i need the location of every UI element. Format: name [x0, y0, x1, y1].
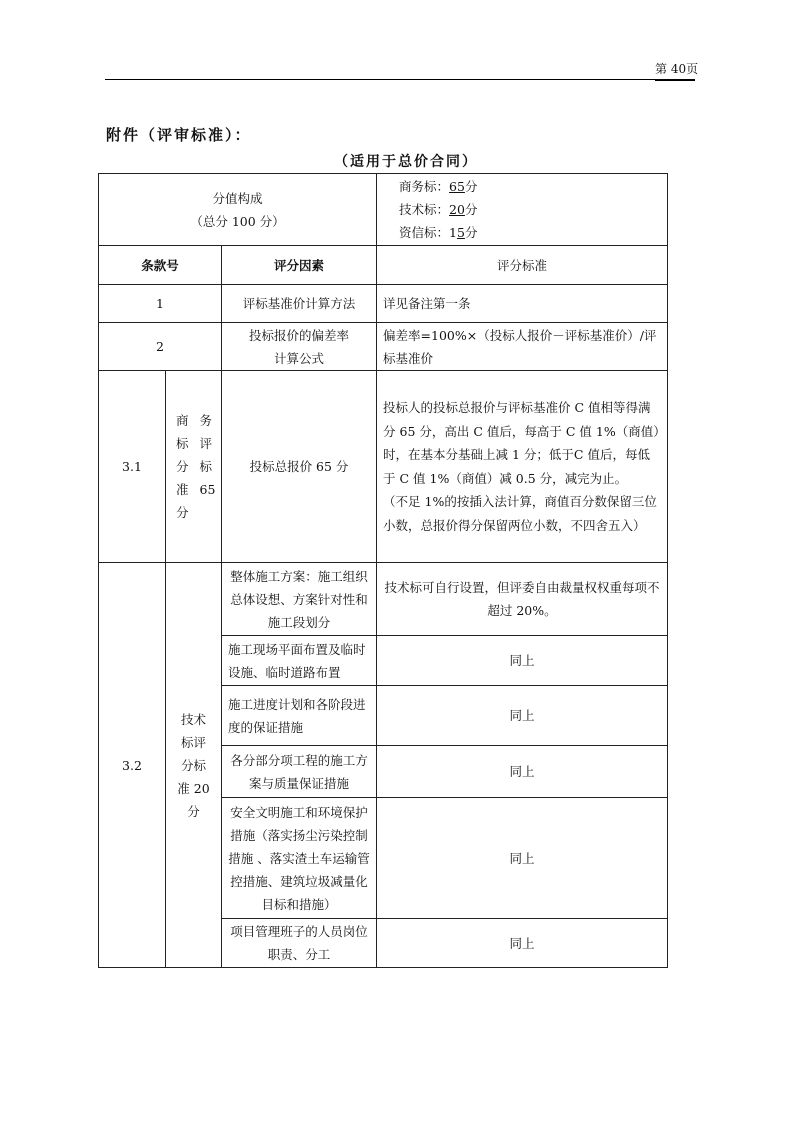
scoring-factor: 投标总报价 65 分	[222, 371, 377, 563]
scoring-factor: 项目管理班子的人员岗位 职责、分工	[222, 919, 377, 968]
scoring-factor: 整体施工方案：施工组织总体设想、方案针对性和施工段划分	[222, 563, 377, 636]
scoring-standard: 投标人的投标总报价与评标基准价 C 值相等得满分 65 分，高出 C 值后，每高于 C 值 1%（商值）时，在基本分基础上减 1 分；低于C 值后，每低于 C 值 1%（商值）减 0.5 分，减完为止。 （不足 1%的按插入法计算，商值百分数保留三位小数，总报价得分保留两位小数，不四舍五入）	[377, 371, 668, 563]
scoring-factor: 安全文明施工和环境保护措施（落实扬尘污染控制措施 、落实渣土车运输管控措施、建筑垃圾减量化目标和措施）	[222, 798, 377, 919]
scoring-standard: 同上	[377, 636, 668, 686]
score-breakdown-cell	[377, 174, 668, 246]
category-label: 技术 标评 分标 准 20 分	[166, 563, 222, 968]
score-composition-cell	[99, 174, 377, 246]
score-composition-row	[99, 174, 668, 246]
column-header-clause: 条款号	[99, 246, 222, 285]
table-row	[99, 285, 668, 323]
clause-number: 1	[99, 285, 222, 323]
table-row	[99, 323, 668, 371]
scoring-factor: 施工现场平面布置及临时设施、临时道路布置	[222, 636, 377, 686]
business-category-grid: 商 务 标 评 分 标 准 65 分	[176, 413, 216, 520]
scoring-factor: 施工进度计划和各阶段进度的保证措施	[222, 686, 377, 746]
clause-number: 2	[99, 323, 222, 371]
scoring-standard: 同上	[377, 746, 668, 798]
table-subtitle: （适用于总价合同）	[334, 154, 478, 170]
header-rule	[105, 79, 694, 80]
scoring-standard: 偏差率=100%×（投标人报价－评标基准价）/评标基准价	[377, 323, 668, 371]
scoring-standard: 技术标可自行设置，但评委自由裁量权权重每项不超过 20%。	[377, 563, 668, 636]
page-number: 第 40页	[655, 62, 699, 76]
scoring-standard: 同上	[377, 919, 668, 968]
score-item-technical: 技术标：20分	[399, 202, 478, 217]
attachment-title: 附件（评审标准）：	[106, 126, 252, 144]
column-header-factor: 评分因素	[222, 246, 377, 285]
score-composition-label: 分值构成	[212, 190, 263, 206]
table-row	[99, 371, 668, 563]
scoring-standard: 同上	[377, 798, 668, 919]
header-rule-accent	[655, 79, 695, 81]
scoring-standard: 同上	[377, 686, 668, 746]
scoring-factor: 投标报价的偏差率 计算公式	[222, 323, 377, 371]
scoring-factor: 评标基准价计算方法	[222, 285, 377, 323]
clause-number: 3.1	[99, 371, 166, 563]
scoring-standard: 详见备注第一条	[377, 285, 668, 323]
clause-number: 3.2	[99, 563, 166, 968]
column-header-standard: 评分标准	[377, 246, 668, 285]
score-composition-total: （总分 100 分）	[190, 213, 285, 229]
table-row	[99, 563, 668, 636]
category-label	[166, 371, 222, 563]
score-item-business: 商务标：65分	[399, 179, 478, 194]
column-header-row	[99, 246, 668, 285]
score-item-credit: 资信标：15分	[399, 225, 478, 240]
scoring-factor: 各分部分项工程的施工方案与质量保证措施	[222, 746, 377, 798]
scoring-table	[98, 173, 668, 968]
